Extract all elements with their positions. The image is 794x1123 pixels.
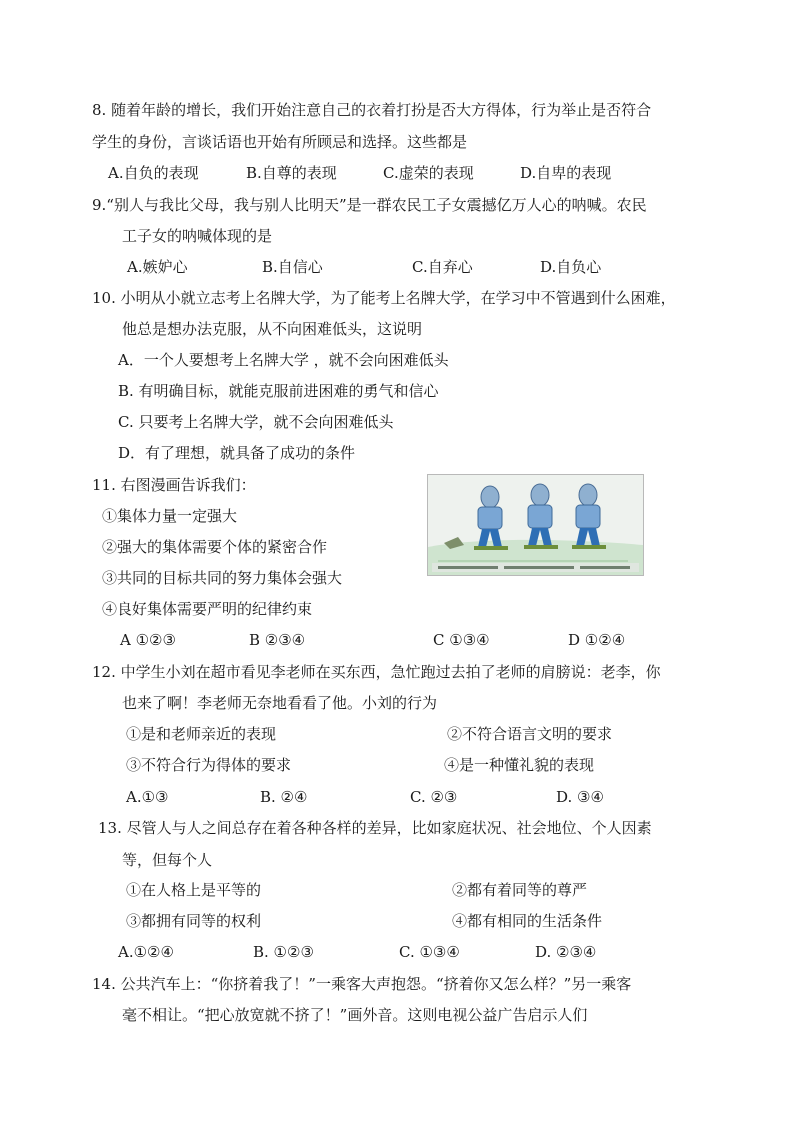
q11-statement-2: ②强大的集体需要个体的紧密合作: [102, 538, 328, 556]
q12-option-c: C. ②③: [410, 788, 458, 806]
q12-statement-3: ③不符合行为得体的要求: [126, 756, 292, 774]
q9-option-c: C.自弃心: [412, 258, 473, 276]
q13-statement-2: ②都有着同等的尊严: [452, 881, 588, 899]
q9-option-d: D.自负心: [540, 258, 602, 276]
q13-option-b: B. ①②③: [253, 943, 314, 961]
q14-stem-line1: 14. 公共汽车上：“你挤着我了！”一乘客大声抱怨。“挤着你又怎么样？”另一乘客: [92, 975, 632, 993]
q10-stem-line1: 10. 小明从小就立志考上名牌大学，为了能考上名牌大学，在学习中不管遇到什么困难，: [92, 289, 676, 307]
q8-option-c: C.虚荣的表现: [383, 164, 474, 182]
q13-option-c: C. ①③④: [399, 943, 460, 961]
q12-stem-line2: 也来了啊！李老师无奈地看看了他。小刘的行为: [122, 694, 438, 712]
q11-stem: 11. 右图漫画告诉我们：: [92, 476, 256, 494]
q9-option-a: A.嫉妒心: [127, 258, 188, 276]
q12-statement-2: ②不符合语言文明的要求: [447, 725, 613, 743]
q13-statement-3: ③都拥有同等的权利: [126, 912, 262, 930]
q10-option-d: D．有了理想，就具备了成功的条件: [118, 444, 356, 462]
q11-cartoon-image: [427, 474, 644, 576]
q8-stem-line1: 8. 随着年龄的增长，我们开始注意自己的衣着打扮是否大方得体，行为举止是否符合: [92, 101, 652, 119]
q10-option-a: A．一个人要想考上名牌大学 ，就不会向困难低头: [118, 351, 449, 369]
q13-statement-1: ①在人格上是平等的: [126, 881, 262, 899]
q11-option-c: C ①③④: [433, 631, 490, 649]
q13-option-d: D. ②③④: [535, 943, 597, 961]
q12-statement-1: ①是和老师亲近的表现: [126, 725, 277, 743]
q8-option-a: A.自负的表现: [108, 164, 199, 182]
q11-option-d: D ①②④: [568, 631, 626, 649]
q9-option-b: B.自信心: [262, 258, 323, 276]
q8-stem-line2: 学生的身份，言谈话语也开始有所顾忌和选择。这些都是: [92, 133, 468, 151]
q12-statement-4: ④是一种懂礼貌的表现: [444, 756, 595, 774]
q12-option-b: B. ②④: [260, 788, 308, 806]
q12-stem-line1: 12. 中学生小刘在超市看见李老师在买东西，急忙跑过去拍了老师的肩膀说：老李，你: [92, 663, 661, 681]
q11-statement-4: ④良好集体需要严明的纪律约束: [102, 600, 313, 618]
q11-statement-3: ③共同的目标共同的努力集体会强大: [102, 569, 343, 587]
q9-stem-line1: 9.“别人与我比父母，我与别人比明天”是一群农民工子女震撼亿万人心的呐喊。农民: [92, 196, 647, 214]
q11-statement-1: ①集体力量一定强大: [102, 507, 238, 525]
q13-stem-line1: 13. 尽管人与人之间总存在着各种各样的差异，比如家庭状况、社会地位、个人因素: [98, 819, 652, 837]
q13-statement-4: ④都有相同的生活条件: [452, 912, 603, 930]
q12-option-d: D. ③④: [556, 788, 604, 806]
q10-option-c: C. 只要考上名牌大学，就不会向困难低头: [118, 413, 394, 431]
q11-option-a: A ①②③: [120, 631, 176, 649]
q13-option-a: A.①②④: [118, 943, 174, 961]
q8-option-b: B.自尊的表现: [246, 164, 337, 182]
q12-option-a: A.①③: [126, 788, 169, 806]
q10-option-b: B. 有明确目标，就能克服前进困难的勇气和信心: [118, 382, 439, 400]
q14-stem-line2: 毫不相让。“把心放宽就不挤了！”画外音。这则电视公益广告启示人们: [122, 1006, 588, 1024]
q10-stem-line2: 他总是想办法克服，从不向困难低头，这说明: [122, 320, 423, 338]
q8-option-d: D.自卑的表现: [520, 164, 612, 182]
q13-stem-line2: 等，但每个人: [122, 851, 213, 869]
q11-option-b: B ②③④: [249, 631, 306, 649]
q9-stem-line2: 工子女的呐喊体现的是: [122, 227, 273, 245]
